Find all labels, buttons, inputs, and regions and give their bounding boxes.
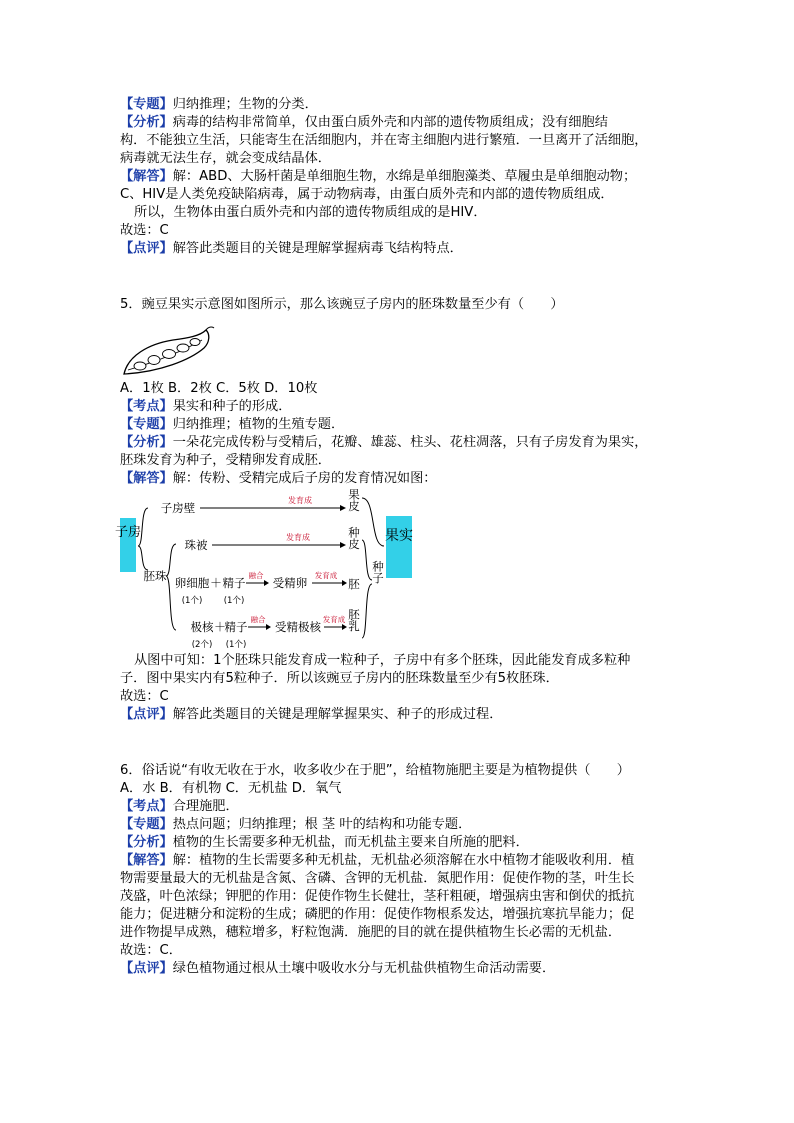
q5-jieda-1: 【解答】解：传粉、受精完成后子房的发育情况如图： <box>120 471 437 486</box>
ovary-label: 子房 <box>114 525 142 540</box>
q6-kaodian: 【考点】合理施肥． <box>120 799 239 814</box>
q6-dianping: 【点评】绿色植物通过根从土壤中吸收水分与无机盐供植物生命活动需要． <box>120 961 556 976</box>
q4-dianping: 【点评】解答此类题目的关键是理解掌握病毒飞结构特点． <box>120 241 463 256</box>
ovule-label: 胚珠 <box>143 569 167 583</box>
develop-label-3: 发育成 <box>314 571 338 580</box>
fruit-box <box>386 516 412 578</box>
plus-2: ＋ <box>213 620 227 634</box>
q4-jieda-3: 所以，生物体由蛋白质外壳和内部的遗传物质组成的是HIV． <box>134 205 487 220</box>
q6-jieda-1: 【解答】解：植物的生长需要多种无机盐，无机盐必须溶解在水中植物才能吸收利用．植 <box>120 853 635 868</box>
q5-question: 5．豌豆果实示意图如图所示，那么该豌豆子房内的胚珠数量至少有（ ） <box>120 297 564 312</box>
q4-jieda-1: 【解答】解：ABD、大肠杆菌是单细胞生物，水绵是单细胞藻类、草履虫是单细胞动物； <box>120 169 637 184</box>
fruit-development-diagram <box>114 488 418 652</box>
q6-jieda-5: 进作物提早成熟，穗粒增多，籽粒饱满．施肥的目的就在提供植物生长必需的无机盐． <box>120 925 622 940</box>
q6-zhuanti: 【专题】热点问题；归纳推理；根 茎 叶的结构和功能专题． <box>120 817 472 832</box>
develop-label-1: 发育成 <box>288 496 312 505</box>
pea-pod-image <box>118 326 218 378</box>
q5-jieda-3: 子．图中果实内有5粒种子．所以该豌豆子房内的胚珠数量至少有5枚胚珠． <box>120 671 559 686</box>
one-label-2: (1个) <box>223 596 245 606</box>
q4-jieda-2: C、HIV是人类免疫缺陷病毒，属于动物病毒，由蛋白质外壳和内部的遗传物质组成． <box>120 187 614 202</box>
q5-answer: 故选：C <box>120 689 169 704</box>
q5-dianping: 【点评】解答此类题目的关键是理解掌握果实、种子的形成过程． <box>120 707 503 722</box>
polar-zygote-label: 受精极核 <box>275 620 321 634</box>
q5-jieda-2: 从图中可知：1个胚珠只能发育成一粒种子，子房中有多个胚珠，因此能发育成多粒种 <box>134 653 631 668</box>
q5-zhuanti: 【专题】归纳推理；植物的生殖专题． <box>120 417 345 432</box>
pericarp-label: 果皮 <box>347 488 361 512</box>
develop-label-4: 发育成 <box>322 615 346 624</box>
fuse-label-1: 融合 <box>248 571 264 580</box>
q5-options: A．1枚 B．2枚 C．5枚 D．10枚 <box>120 381 318 396</box>
plus-1: ＋ <box>209 576 223 590</box>
one-label-3: (1个) <box>225 640 247 650</box>
q4-fenxi-2: 构．不能独立生活，只能寄生在活细胞内，并在寄主细胞内进行繁殖．一旦离开了活细胞， <box>120 133 648 148</box>
polar-label: 极核 <box>190 620 214 634</box>
sperm-label-1: 精子 <box>222 576 246 590</box>
integument-label: 珠被 <box>184 538 208 552</box>
ovary-wall-label: 子房壁 <box>160 501 196 515</box>
q6-jieda-4: 能力；促进糖分和淀粉的生成；磷肥的作用：促使作物根系发达，增强抗寒抗旱能力；促 <box>120 907 635 922</box>
develop-label-2: 发育成 <box>286 533 310 542</box>
egg-label: 卵细胞 <box>174 576 210 590</box>
q6-answer: 故选：C． <box>120 943 182 958</box>
q5-fenxi-1: 【分析】一朵花完成传粉与受精后，花瓣、雄蕊、柱头、花柱凋落，只有子房发育为果实， <box>120 435 648 450</box>
q6-jieda-3: 茂盛，叶色浓绿；钾肥的作用：促使作物生长健壮，茎秆粗硬，增强病虫害和倒伏的抵抗 <box>120 889 635 904</box>
endosperm-label: 胚乳 <box>347 608 361 632</box>
q4-zhuanti: 【专题】归纳推理；生物的分类． <box>120 97 318 112</box>
one-label-1: (1个) <box>181 596 203 606</box>
q4-fenxi-1: 【分析】病毒的结构非常简单，仅由蛋白质外壳和内部的遗传物质组成；没有细胞结 <box>120 115 608 130</box>
seed-label: 种子 <box>371 560 385 584</box>
two-label: (2个) <box>191 640 213 650</box>
q4-answer: 故选：C <box>120 223 169 238</box>
fruit-label: 果实 <box>385 528 413 544</box>
embryo-label: 胚 <box>348 577 360 591</box>
q6-fenxi: 【分析】植物的生长需要多种无机盐，而无机盐主要来自所施的肥料． <box>120 835 529 850</box>
sperm-label-2: 精子 <box>224 620 248 634</box>
fuse-label-2: 融合 <box>250 615 266 624</box>
q6-options: A．水 B．有机物 C．无机盐 D．氧气 <box>120 781 342 796</box>
q5-kaodian: 【考点】果实和种子的形成． <box>120 399 292 414</box>
q6-question: 6．俗话说“有收无收在于水，收多收少在于肥”，给植物施肥主要是为植物提供（ ） <box>120 763 630 778</box>
seedcoat-label: 种皮 <box>347 526 361 550</box>
q6-jieda-2: 物需要量最大的无机盐是含氮、含磷、含钾的无机盐．氮肥作用：促使作物的茎，叶生长 <box>120 871 635 886</box>
zygote-label: 受精卵 <box>272 576 308 590</box>
q4-fenxi-3: 病毒就无法生存，就会变成结晶体． <box>120 151 331 166</box>
q5-fenxi-2: 胚珠发育为种子，受精卵发育成胚． <box>120 453 331 468</box>
